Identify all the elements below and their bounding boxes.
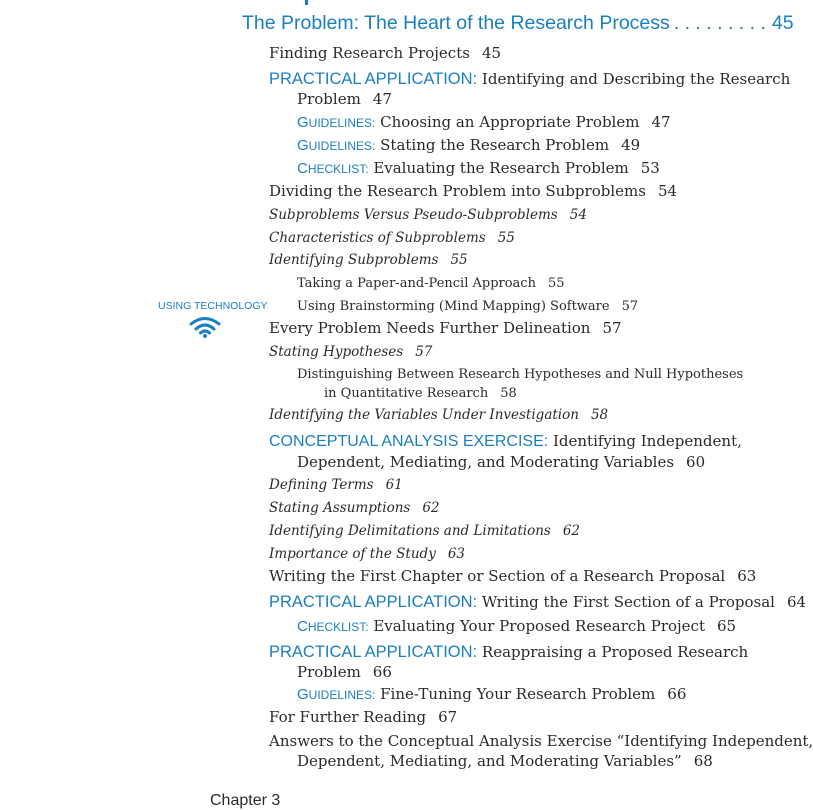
checklist-label: CHECKLIST: — [297, 160, 369, 177]
entry-text: Problem — [297, 90, 361, 108]
entry-text: Distinguishing Between Research Hypotheses and Null Hypotheses — [297, 367, 744, 382]
toc-entry-identifying-variables[interactable] — [269, 405, 608, 425]
toc-entry-distinguishing-hypotheses-cont — [324, 384, 517, 404]
toc-entry-importance-of-study[interactable] — [269, 544, 465, 564]
entry-page: 63 — [737, 567, 757, 585]
toc-entry-practical-application-1-cont — [297, 89, 392, 109]
entry-page: 62 — [562, 523, 581, 539]
toc-entry-practical-application-1[interactable] — [269, 69, 790, 89]
toc-entry-identifying-subproblems[interactable] — [269, 250, 468, 270]
entry-text: Identifying and Describing the Research — [481, 70, 791, 88]
entry-text: Identifying the Variables Under Investigation — [269, 407, 579, 423]
toc-entry-finding-research-projects[interactable] — [269, 43, 501, 63]
entry-text: Subproblems Versus Pseudo-Subproblems — [269, 207, 558, 223]
toc-entry-paper-pencil[interactable] — [297, 274, 565, 294]
entry-page: 57 — [415, 344, 433, 360]
chapter-heading[interactable] — [242, 12, 794, 35]
chapter-page: 45 — [771, 12, 794, 34]
entry-text: Evaluating the Research Problem — [373, 159, 629, 177]
entry-page: 55 — [497, 230, 515, 246]
toc-entry-answers[interactable] — [269, 731, 813, 751]
entry-text: Problem — [297, 663, 361, 681]
entry-page: 68 — [693, 752, 713, 770]
checklist-label: CHECKLIST: — [297, 618, 369, 635]
entry-text: Answers to the Conceptual Analysis Exercise “Identifying Independent, — [269, 732, 813, 750]
next-chapter-heading-fragment: Chapter 3 — [210, 792, 281, 809]
entry-text: For Further Reading — [269, 708, 427, 726]
entry-text: Stating Hypotheses — [269, 344, 404, 360]
entry-text: Identifying Subproblems — [269, 252, 439, 268]
toc-entry-practical-application-2[interactable] — [269, 592, 806, 612]
practical-application-label: PRACTICAL APPLICATION: — [269, 593, 478, 611]
wifi-icon — [189, 316, 221, 342]
entry-page: 54 — [569, 207, 587, 223]
conceptual-analysis-label: CONCEPTUAL ANALYSIS EXERCISE: — [269, 433, 549, 450]
entry-page: 47 — [372, 90, 392, 108]
entry-text: Fine-Tuning Your Research Problem — [380, 685, 656, 703]
entry-text: Dependent, Mediating, and Moderating Variables — [297, 453, 675, 471]
guidelines-label: GUIDELINES: — [297, 114, 376, 131]
toc-entry-answers-cont — [297, 751, 713, 771]
entry-page: 64 — [786, 593, 807, 611]
entry-text: Using Brainstorming (Mind Mapping) Software — [297, 299, 610, 314]
entry-page: 58 — [590, 407, 609, 423]
toc-entry-distinguishing-hypotheses[interactable] — [297, 365, 743, 385]
toc-entry-conceptual-analysis-exercise-cont — [297, 452, 705, 472]
toc-entry-writing-first-chapter[interactable] — [269, 566, 756, 586]
toc-entry-brainstorming-software[interactable] — [297, 297, 638, 317]
practical-application-label: PRACTICAL APPLICATION: — [269, 643, 478, 661]
toc-entry-checklist-evaluating-project[interactable] — [297, 616, 736, 637]
entry-text: Writing the First Section of a Proposal — [481, 593, 775, 611]
entry-page: 66 — [667, 685, 687, 703]
entry-text: Finding Research Projects — [269, 44, 470, 62]
toc-entry-further-delineation[interactable] — [269, 318, 622, 338]
entry-page: 55 — [547, 276, 565, 291]
toc-entry-checklist-evaluating-problem[interactable] — [297, 158, 660, 179]
chapter-title: The Problem: The Heart of the Research Process — [242, 12, 670, 34]
entry-page: 58 — [500, 386, 517, 401]
entry-page: 55 — [450, 252, 468, 268]
toc-entry-defining-terms[interactable] — [269, 475, 403, 495]
entry-page: 61 — [385, 477, 403, 493]
toc-entry-characteristics[interactable] — [269, 228, 515, 248]
entry-page: 57 — [602, 319, 622, 337]
entry-page: 47 — [651, 113, 671, 131]
guidelines-label: GUIDELINES: — [297, 137, 376, 154]
entry-text: Choosing an Appropriate Problem — [380, 113, 640, 131]
chapter-leader: . . . . . . . . . — [673, 12, 766, 34]
toc-entry-further-reading[interactable] — [269, 707, 457, 727]
entry-page: 57 — [621, 299, 639, 314]
guidelines-label: GUIDELINES: — [297, 686, 376, 703]
entry-text: Importance of the Study — [269, 546, 436, 562]
entry-text: Stating Assumptions — [269, 500, 411, 516]
entry-text: Dependent, Mediating, and Moderating Variables” — [297, 752, 682, 770]
entry-text: Reappraising a Proposed Research — [481, 643, 749, 661]
entry-text: Every Problem Needs Further Delineation — [269, 319, 591, 337]
entry-text: Writing the First Chapter or Section of a Research Proposal — [269, 567, 726, 585]
toc-entry-practical-application-3-cont — [297, 662, 392, 682]
entry-text: Characteristics of Subproblems — [269, 230, 486, 246]
entry-text: Taking a Paper-and-Pencil Approach — [297, 276, 536, 291]
entry-page: 65 — [716, 617, 737, 635]
toc-entry-guidelines-stating[interactable] — [297, 135, 640, 156]
toc-entry-subproblems-vs-pseudo[interactable] — [269, 205, 587, 225]
toc-entry-guidelines-choosing[interactable] — [297, 112, 671, 133]
toc-entry-delimitations[interactable] — [269, 521, 580, 541]
previous-chapter-heading-fragment — [303, 0, 313, 1]
practical-application-label: PRACTICAL APPLICATION: — [269, 70, 478, 88]
entry-page: 45 — [481, 44, 502, 62]
entry-page: 62 — [422, 500, 440, 516]
entry-page: 49 — [621, 136, 641, 154]
entry-page: 60 — [686, 453, 706, 471]
toc-entry-practical-application-3[interactable] — [269, 642, 748, 662]
toc-entry-conceptual-analysis-exercise[interactable] — [269, 431, 742, 452]
toc-entry-stating-assumptions[interactable] — [269, 498, 440, 518]
entry-page: 67 — [438, 708, 458, 726]
entry-text: Defining Terms — [269, 477, 374, 493]
entry-text: in Quantitative Research — [324, 386, 489, 401]
entry-page: 54 — [657, 182, 678, 200]
using-technology-label: USING TECHNOLOGY — [158, 300, 268, 312]
toc-entry-stating-hypotheses[interactable] — [269, 342, 432, 362]
toc-entry-dividing-problem[interactable] — [269, 181, 677, 201]
toc-entry-guidelines-fine-tuning[interactable] — [297, 684, 686, 705]
entry-text: Evaluating Your Proposed Research Project — [373, 617, 705, 635]
entry-page: 66 — [372, 663, 392, 681]
entry-text: Identifying Delimitations and Limitations — [269, 523, 551, 539]
entry-text: Identifying Independent, — [552, 432, 742, 450]
entry-text: Dividing the Research Problem into Subproblems — [269, 182, 646, 200]
entry-page: 53 — [640, 159, 660, 177]
entry-page: 63 — [447, 546, 466, 562]
entry-text: Stating the Research Problem — [380, 136, 610, 154]
